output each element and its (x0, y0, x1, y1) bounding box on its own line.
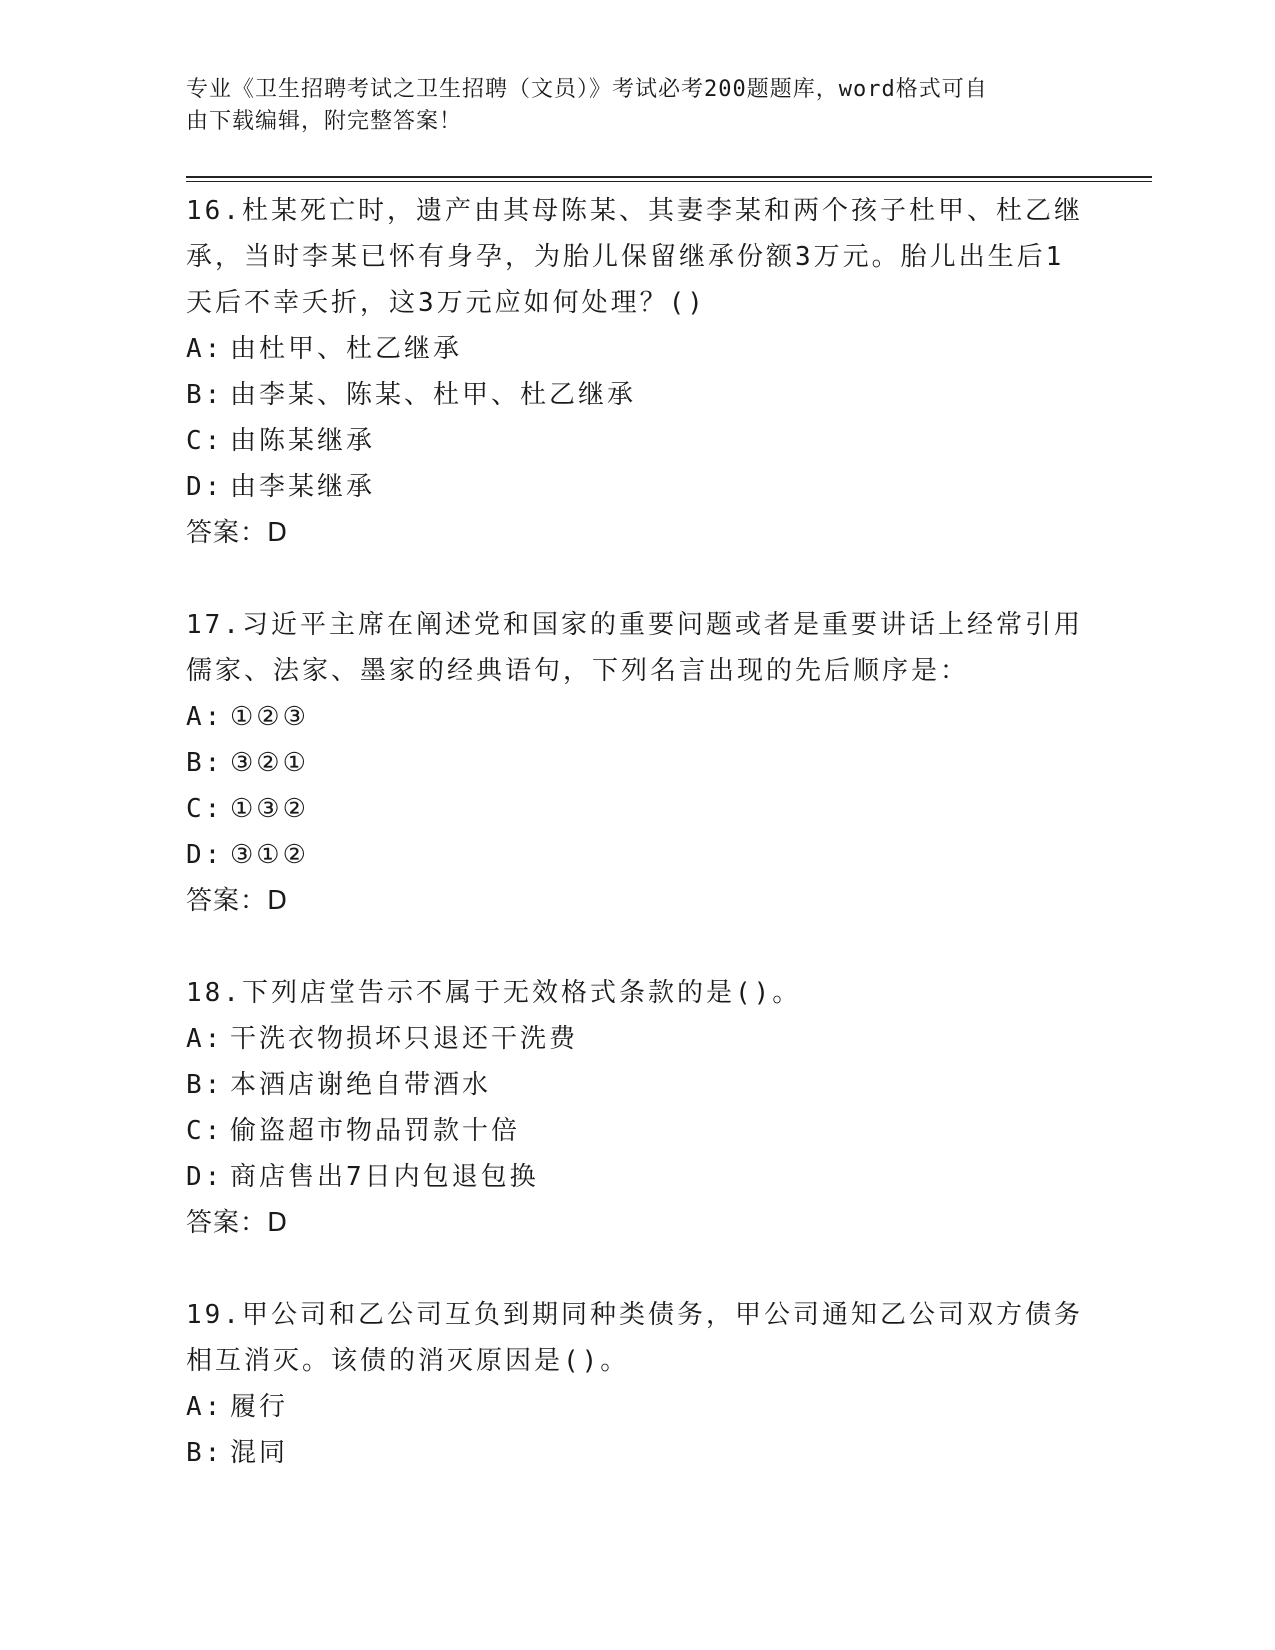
option-letter: B: (186, 1070, 224, 1100)
option-letter: D: (186, 840, 224, 870)
option-letter: D: (186, 472, 224, 502)
option-d (186, 832, 1086, 878)
option-a (186, 694, 1086, 740)
option-a (186, 326, 1086, 372)
option-text: 由李某继承 (230, 472, 376, 502)
option-text: 由陈某继承 (230, 426, 376, 456)
option-letter: B: (186, 748, 224, 778)
question-17 (186, 602, 1086, 924)
answer-line: 答案：D (186, 886, 289, 916)
option-letter: A: (186, 1024, 224, 1054)
option-letter: A: (186, 702, 224, 732)
option-text: ①②③ (230, 702, 309, 732)
header-divider-thin (186, 181, 1152, 182)
option-text: 混同 (230, 1438, 289, 1468)
option-letter: A: (186, 1392, 224, 1422)
option-text: ①③② (230, 794, 309, 824)
option-text: 由杜甲、杜乙继承 (230, 334, 463, 364)
question-19 (186, 1292, 1086, 1476)
option-letter: B: (186, 1438, 224, 1468)
option-b (186, 740, 1086, 786)
answer-line: 答案：D (186, 1208, 289, 1238)
option-text: ③②① (230, 748, 309, 778)
document-header (186, 74, 1086, 138)
option-c (186, 418, 1086, 464)
question-18 (186, 970, 1086, 1246)
option-a (186, 1384, 1086, 1430)
option-letter: C: (186, 426, 224, 456)
option-d (186, 1154, 1086, 1200)
option-text: 由李某、陈某、杜甲、杜乙继承 (230, 380, 637, 410)
option-a (186, 1016, 1086, 1062)
header-divider-thick (186, 176, 1152, 178)
option-letter: C: (186, 1116, 224, 1146)
option-text: ③①② (230, 840, 309, 870)
option-c (186, 1108, 1086, 1154)
option-letter: B: (186, 380, 224, 410)
option-b (186, 1430, 1086, 1476)
option-text: 偷盗超市物品罚款十倍 (230, 1116, 521, 1146)
option-text: 本酒店谢绝自带酒水 (230, 1070, 492, 1100)
option-letter: D: (186, 1162, 224, 1192)
answer-line: 答案：D (186, 518, 289, 548)
question-16 (186, 188, 1086, 556)
option-letter: C: (186, 794, 224, 824)
question-stem: 17.习近平主席在阐述党和国家的重要问题或者是重要讲话上经常引用儒家、法家、墨家的经典语句，下列名言出现的先后顺序是： (186, 610, 1083, 686)
option-letter: A: (186, 334, 224, 364)
option-text: 干洗衣物损坏只退还干洗费 (230, 1024, 579, 1054)
option-text: 商店售出7日内包退包换 (230, 1162, 539, 1192)
question-list (186, 188, 1086, 1522)
option-b (186, 1062, 1086, 1108)
question-stem: 16.杜某死亡时，遗产由其母陈某、其妻李某和两个孩子杜甲、杜乙继承，当时李某已怀有身孕，为胎儿保留继承份额3万元。胎儿出生后1天后不幸夭折，这3万元应如何处理？() (186, 196, 1083, 318)
question-stem: 18.下列店堂告示不属于无效格式条款的是()。 (186, 978, 802, 1008)
header-line-1: 专业《卫生招聘考试之卫生招聘（文员）》考试必考200题题库，word格式可自 (186, 77, 988, 102)
option-c (186, 786, 1086, 832)
header-line-2: 由下载编辑，附完整答案！ (186, 109, 463, 134)
option-d (186, 464, 1086, 510)
option-text: 履行 (230, 1392, 289, 1422)
option-b (186, 372, 1086, 418)
question-stem: 19.甲公司和乙公司互负到期同种类债务，甲公司通知乙公司双方债务相互消灭。该债的消灭原因是()。 (186, 1300, 1083, 1376)
